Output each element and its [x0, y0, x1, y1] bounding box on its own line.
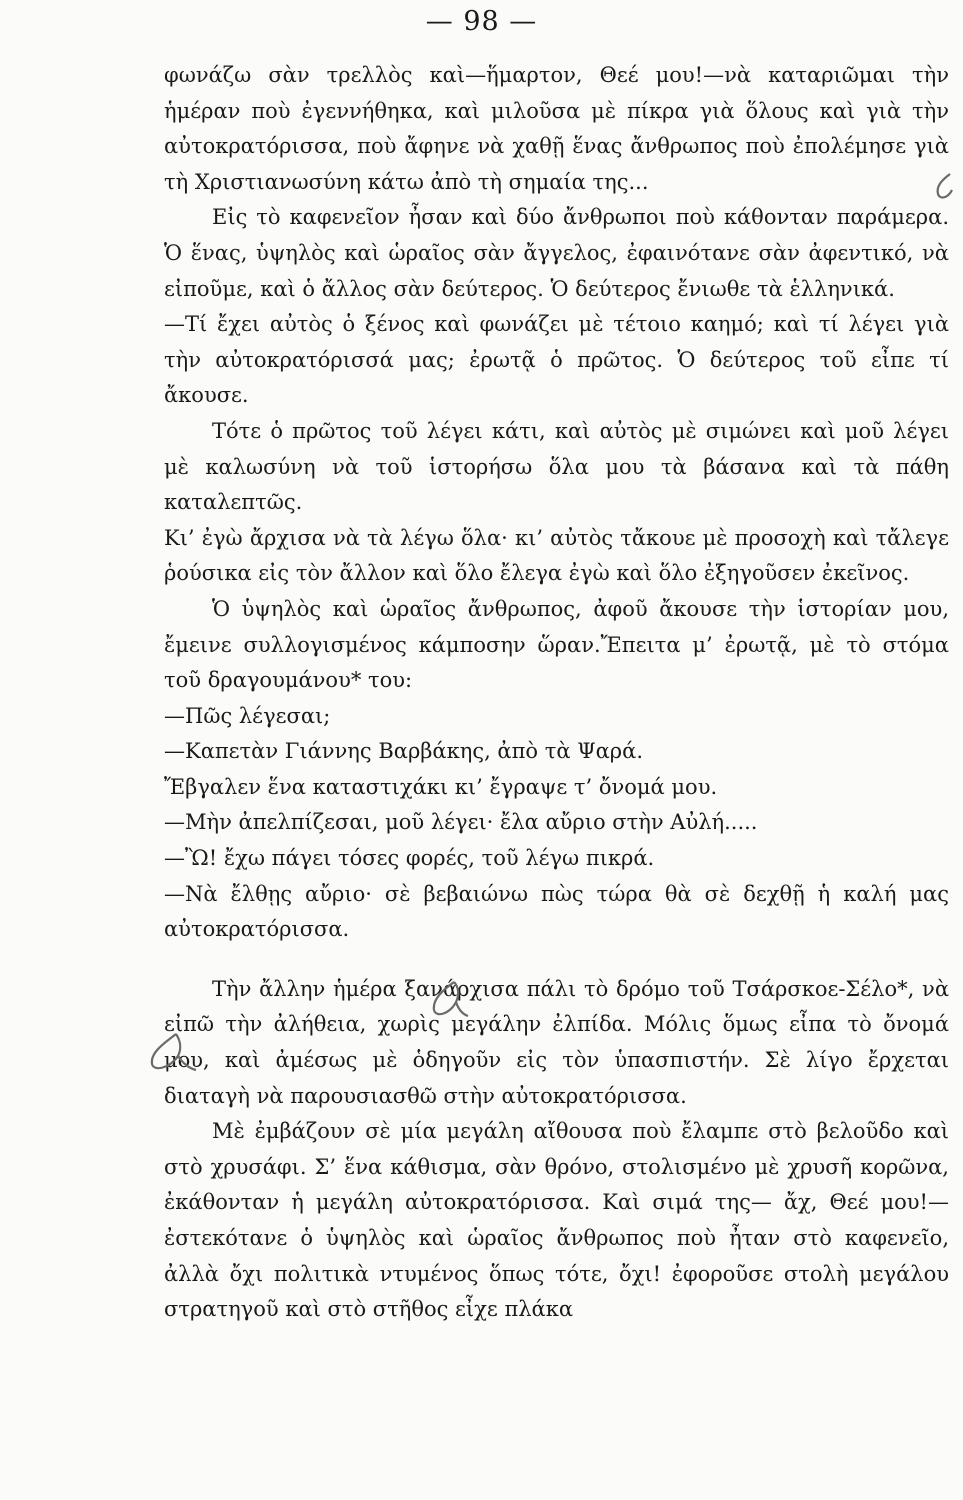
paragraph: Κι’ ἐγὼ ἄρχισα νὰ τὰ λέγω ὅλα· κι’ αὐτὸς τἄκουε μὲ προσοχὴ καὶ τἄλεγε ῥούσικα εἰς τὸν ἄλλον καὶ ὅλο ἔλεγα ἐγὼ καὶ ὅλο ἐξηγοῦσεν ἐκεῖνος. [164, 525, 949, 586]
dialogue-line: —Ὢ! ἔχω πάγει τόσες φορές, τοῦ λέγω πικρά. [164, 846, 655, 871]
paragraph: Εἰς τὸ καφενεῖον ἦσαν καὶ δύο ἄνθρωποι ποὺ κάθονταν παράμερα. Ὁ ἕνας, ὑψηλὸς καὶ ὡραῖος σὰν ἄγγελος, ἐφαινότανε σὰν ἀφεντικό, νὰ εἰποῦμε, καὶ ὁ ἄλλος σὰν δεύτερος. Ὁ δεύτερος ἔνιωθε τὰ ἑλληνικά. [164, 205, 949, 301]
paragraph: φωνάζω σὰν τρελλὸς καὶ—ἥμαρτον, Θεέ μου!—νὰ καταριῶμαι τὴν ἡμέραν ποὺ ἐγεννήθηκα, καὶ μιλοῦσα μὲ πίκρα γιὰ ὅλους καὶ γιὰ τὴν αὐτοκρατόρισσα, ποὺ ἄφηνε νὰ χαθῇ ἕνας ἄνθρωπος ποὺ ἐπολέμησε γιὰ τὴ Χριστιανωσύνη κάτω ἀπὸ τὴ σημαία της... [164, 63, 949, 194]
page-number: — 98 — [425, 6, 538, 37]
paragraph: Μὲ ἐμβάζουν σὲ μία μεγάλη αἴθουσα ποὺ ἔλαμπε στὸ βελοῦδο καὶ στὸ χρυσάφι. Σ’ ἕνα κάθισμα, σὰν θρόνο, στολισμένο μὲ χρυσῆ κορῶνα, ἐκάθονταν ἡ μεγάλη αὐτοκρατόρισσα. Καὶ σιμά της— ἄχ, Θεέ μου!—ἐστεκότανε ὁ ὑψηλὸς καὶ ὡραῖος ἄνθρωπος ποὺ ἦταν στὸ καφενεῖο, ἀλλὰ ὄχι πολιτικὰ ντυμένος ὅπως τότε, ὄχι! ἐφοροῦσε στολὴ μεγάλου στρατηγοῦ καὶ στὸ στῆθος εἶχε πλάκα [164, 1119, 949, 1322]
paragraph: Τότε ὁ πρῶτος τοῦ λέγει κάτι, καὶ αὐτὸς μὲ σιμώνει καὶ μοῦ λέγει μὲ καλωσύνη νὰ τοῦ ἱστορήσω ὅλα μου τὰ βάσανα καὶ τὰ πάθη καταλεπτῶς. [164, 418, 949, 515]
pencil-mark-icon [140, 1030, 200, 1076]
pencil-mark-icon [424, 978, 472, 1020]
dialogue-line: —Πῶς λέγεσαι; [164, 703, 331, 728]
paragraph: Τὴν ἄλλην ἡμέρα ξανάρχισα πάλι τὸ δρόμο τοῦ Τσάρσκοε-Σέλο*, νὰ εἰπῶ τὴν ἀλήθεια, χωρὶς μεγάλην ἐλπίδα. Μόλις ὅμως εἶπα τὸ ὄνομά μου, καὶ ἀμέσως μὲ ὁδηγοῦν εἰς τὸν ὑπασπιστήν. Σὲ λίγο ἔρχεται διαταγὴ νὰ παρουσιασθῶ στὴν αὐτοκρατόρισσα. [164, 976, 949, 1108]
pencil-mark-icon [932, 172, 956, 202]
dialogue-line: —Καπετὰν Γιάννης Βαρβάκης, ἀπὸ τὰ Ψαρά. [164, 739, 644, 764]
dialogue-line: —Νὰ ἔλθῃς αὔριο· σὲ βεβαιώνω πὼς τώρα θὰ σὲ δεχθῇ ἡ καλή μας αὐτοκρατόρισσα. [164, 881, 949, 942]
dialogue-line: —Τί ἔχει αὐτὸς ὁ ξένος καὶ φωνάζει μὲ τέτοιο καημό; καὶ τί λέγει γιὰ τὴν αὐτοκρατόρισσά μας; ἐρωτᾷ ὁ πρῶτος. Ὁ δεύτερος τοῦ εἶπε τί ἄκουσε. [164, 312, 949, 408]
body-text [164, 58, 949, 1328]
section-gap [164, 948, 949, 972]
paragraph: Ἔβγαλεν ἕνα καταστιχάκι κι’ ἔγραψε τ’ ὄνομά μου. [164, 774, 718, 799]
paragraph: Ὁ ὑψηλὸς καὶ ὡραῖος ἄνθρωπος, ἀφοῦ ἄκουσε τὴν ἱστορίαν μου, ἔμεινε συλλογισμένος κάμποσην ὥραν.Ἔπειτα μ’ ἐρωτᾷ, μὲ τὸ στόμα τοῦ δραγουμάνου* του: [164, 596, 949, 693]
dialogue-line: —Μὴν ἀπελπίζεσαι, μοῦ λέγει· ἔλα αὔριο στὴν Αὐλή..... [164, 810, 758, 835]
